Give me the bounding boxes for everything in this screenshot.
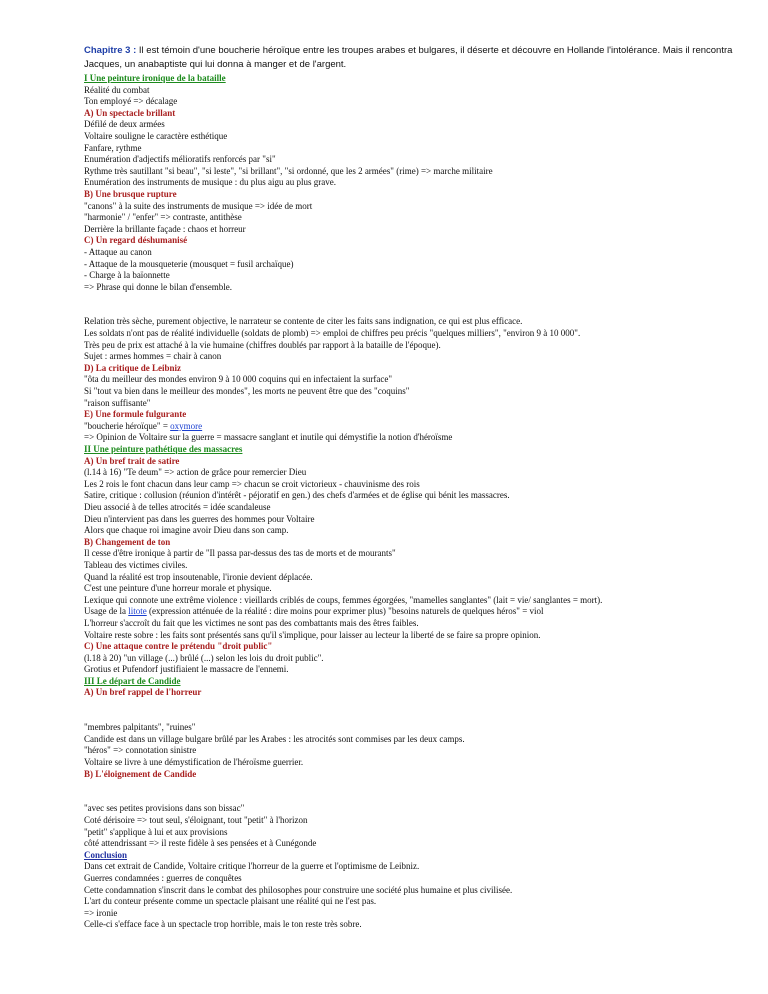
- text-line: (l.14 à 16) "Te deum" => action de grâce pour remercier Dieu: [84, 467, 307, 478]
- text-line: Dieu n'intervient pas dans les guerres des hommes pour Voltaire: [84, 513, 315, 524]
- chapter-label: Chapitre 3 :: [84, 45, 137, 56]
- text-line: Il cesse d'être ironique à partir de "Il passa par-dessus des tas de morts et de mourants": [84, 548, 396, 559]
- text-line: Coté dérisoire => tout seul, s'éloignant, tout "petit" à l'horizon: [84, 815, 308, 825]
- text-line: "raison suffisante": [84, 397, 151, 408]
- blank-line: [84, 699, 744, 711]
- text-line: Guerres condamnées : guerres de conquêtes: [84, 872, 242, 883]
- chapter-summary: [84, 44, 744, 72]
- text-line: Voltaire reste sobre : les faits sont présentés sans qu'il s'implique, pour laisser au lecteur la liberté de se faire sa propre opinion.: [84, 629, 541, 640]
- text-line: "harmonie" / "enfer" => contraste, antithèse: [84, 212, 242, 223]
- text-line: Sujet : armes hommes = chair à canon: [84, 351, 222, 362]
- text-line: Les 2 rois le font chacun dans leur camp => chacun se croit victorieux - chauvinisme des rois: [84, 478, 420, 489]
- text-line: "avec ses petites provisions dans son bissac": [84, 803, 245, 814]
- notes-list: [84, 73, 744, 931]
- text-line: Les soldats n'ont pas de réalité individuelle (soldats de plomb) => emploi de chiffres peu précis "quelques milliers", "environ 9 à 10 000".: [84, 328, 581, 339]
- subsection-heading-text: C) Un regard déshumanisé: [84, 235, 188, 246]
- text-line: - Attaque au canon: [84, 246, 152, 257]
- subsection-heading: [84, 641, 744, 653]
- section-heading-text: I Une peinture ironique de la bataille: [84, 73, 226, 83]
- text-line: Candide est dans un village bulgare brûlé par les Arabes : les atrocités sont commises par les deux camps.: [84, 733, 465, 744]
- text-line: Enumération des instruments de musique : du plus aigu au plus grave.: [84, 177, 336, 188]
- text-line: "ôta du meilleur des mondes environ 9 à 10 000 coquins qui en infectaient la surface": [84, 374, 393, 385]
- text-line: Rythme très sautillant "si beau", "si leste", "si brillant", "si ordonné, que les 2 armées" (rime) => marche militaire: [84, 165, 493, 176]
- subsection-heading: [84, 108, 744, 120]
- text-segment: "boucherie héroïque" =: [84, 420, 171, 431]
- text-line: "petit" s'applique à lui et aux provisions: [84, 826, 228, 837]
- glossary-link[interactable]: oxymore: [170, 420, 203, 431]
- subsection-heading: [84, 363, 744, 375]
- text-line: Grotius et Pufendorf justifiaient le massacre de l'ennemi.: [84, 664, 289, 675]
- text-line: [84, 421, 744, 433]
- section-heading: [84, 444, 744, 456]
- subsection-heading: [84, 409, 744, 421]
- text-line: "canons" à la suite des instruments de musique => idée de mort: [84, 200, 313, 211]
- text-line: [84, 606, 744, 618]
- text-line: Défilé de deux armées: [84, 119, 165, 130]
- subsection-heading-text: B) Changement de ton: [84, 536, 171, 547]
- text-line: - Charge à la baïonnette: [84, 270, 170, 281]
- subsection-heading-text: B) L'éloignement de Candide: [84, 768, 197, 779]
- text-line: Ton employé => décalage: [84, 96, 178, 107]
- text-segment: (expression atténuée de la réalité : dire moins pour exprimer plus) "besoins naturels de quelques héros" = viol: [146, 606, 544, 617]
- text-line: Enumération d'adjectifs mélioratifs renforcés par "si": [84, 154, 276, 165]
- text-line: L'horreur s'accroît du fait que les victimes ne sont pas des combattants mais des êtres faibles.: [84, 617, 419, 628]
- text-line: Très peu de prix est attaché à la vie humaine (chiffres doublés par rapport à la bataille de l'époque).: [84, 339, 441, 350]
- section-heading-text: II Une peinture pathétique des massacres: [84, 444, 243, 454]
- subsection-heading: [84, 456, 744, 468]
- subsection-heading: [84, 769, 744, 781]
- conclusion-heading: [84, 850, 744, 862]
- text-line: Si "tout va bien dans le meilleur des mondes", les morts ne peuvent être que des "coquins": [84, 386, 410, 397]
- subsection-heading-text: A) Un spectacle brillant: [84, 107, 176, 118]
- subsection-heading-text: A) Un bref trait de satire: [84, 455, 180, 466]
- subsection-heading-text: D) La critique de Leibniz: [84, 362, 181, 373]
- text-line: Quand la réalité est trop insoutenable, l'ironie devient déplacée.: [84, 571, 313, 582]
- text-line: (l.18 à 20) "un village (...) brûlé (...) selon les lois du droit public".: [84, 652, 324, 663]
- text-line: Voltaire souligne le caractère esthétique: [84, 130, 228, 141]
- text-line: Derrière la brillante façade : chaos et horreur: [84, 223, 246, 234]
- subsection-heading: [84, 189, 744, 201]
- subsection-heading: [84, 537, 744, 549]
- text-line: => Phrase qui donne le bilan d'ensemble.: [84, 281, 232, 292]
- blank-line: [84, 305, 744, 317]
- text-line: C'est une peinture d'une horreur morale et physique.: [84, 583, 272, 594]
- text-line: Cette condamnation s'inscrit dans le combat des philosophes pour construire une société plus humaine et plus civilisée.: [84, 884, 513, 895]
- blank-line: [84, 780, 744, 792]
- text-line: Réalité du combat: [84, 84, 150, 95]
- subsection-heading-text: E) Une formule fulgurante: [84, 409, 187, 420]
- blank-line: [84, 792, 744, 804]
- text-line: Satire, critique : collusion (réunion d'intérêt - péjoratif en gen.) des chefs d'armées et de église qui bénit les massacres.: [84, 490, 510, 501]
- section-heading: [84, 73, 744, 85]
- text-line: Fanfare, rythme: [84, 142, 142, 153]
- text-line: "héros" => connotation sinistre: [84, 745, 197, 756]
- chapter-summary-text: Il est témoin d'une boucherie héroïque entre les troupes arabes et bulgares, il déserte et découvre en Hollande l'intolérance. Mais il rencontra Jacques, un anabaptiste qui lui donna à manger et de l'argent.: [84, 45, 733, 70]
- text-line: Lexique qui connote une extrême violence : vieillards criblés de coups, femmes égorgées, "mamelles sanglantes" (lait = vie/ sanglantes = mort).: [84, 594, 603, 605]
- text-line: Alors que chaque roi imagine avoir Dieu dans son camp.: [84, 525, 289, 536]
- text-line: => ironie: [84, 907, 118, 918]
- text-line: côté attendrissant => il reste fidèle à ses pensées et à Cunégonde: [84, 838, 317, 849]
- glossary-link[interactable]: litote: [128, 606, 147, 617]
- document-body: [84, 44, 744, 931]
- text-line: Voltaire se livre à une démystification de l'héroïsme guerrier.: [84, 757, 304, 768]
- text-line: Dieu associé à de telles atrocités = idée scandaleuse: [84, 501, 271, 512]
- text-line: Tableau des victimes civiles.: [84, 559, 188, 570]
- subsection-heading-text: B) Une brusque rupture: [84, 188, 177, 199]
- blank-line: [84, 293, 744, 305]
- text-line: "membres palpitants", "ruines": [84, 722, 196, 733]
- section-heading-text: III Le départ de Candide: [84, 675, 181, 686]
- blank-line: [84, 711, 744, 723]
- subsection-heading: [84, 687, 744, 699]
- text-line: - Attaque de la mousqueterie (mousquet = fusil archaïque): [84, 258, 294, 269]
- subsection-heading-text: A) Un bref rappel de l'horreur: [84, 687, 202, 698]
- section-heading: [84, 676, 744, 688]
- conclusion-heading-text: Conclusion: [84, 849, 128, 860]
- text-line: L'art du conteur présente comme un spectacle plaisant une réalité qui ne l'est pas.: [84, 896, 377, 907]
- text-line: Celle-ci s'efface face à un spectacle trop horrible, mais le ton reste très sobre.: [84, 919, 362, 930]
- text-line: Relation très sèche, purement objective, le narrateur se contente de citer les faits sans indignation, ce qui est plus efficace.: [84, 316, 523, 327]
- text-segment: Usage de la: [84, 606, 129, 617]
- subsection-heading-text: C) Une attaque contre le prétendu "droit public": [84, 641, 273, 652]
- subsection-heading: [84, 235, 744, 247]
- text-line: => Opinion de Voltaire sur la guerre = massacre sanglant et inutile qui démystifie la notion d'héroïsme: [84, 432, 453, 443]
- text-line: Dans cet extrait de Candide, Voltaire critique l'horreur de la guerre et l'optimisme de Leibniz.: [84, 861, 420, 872]
